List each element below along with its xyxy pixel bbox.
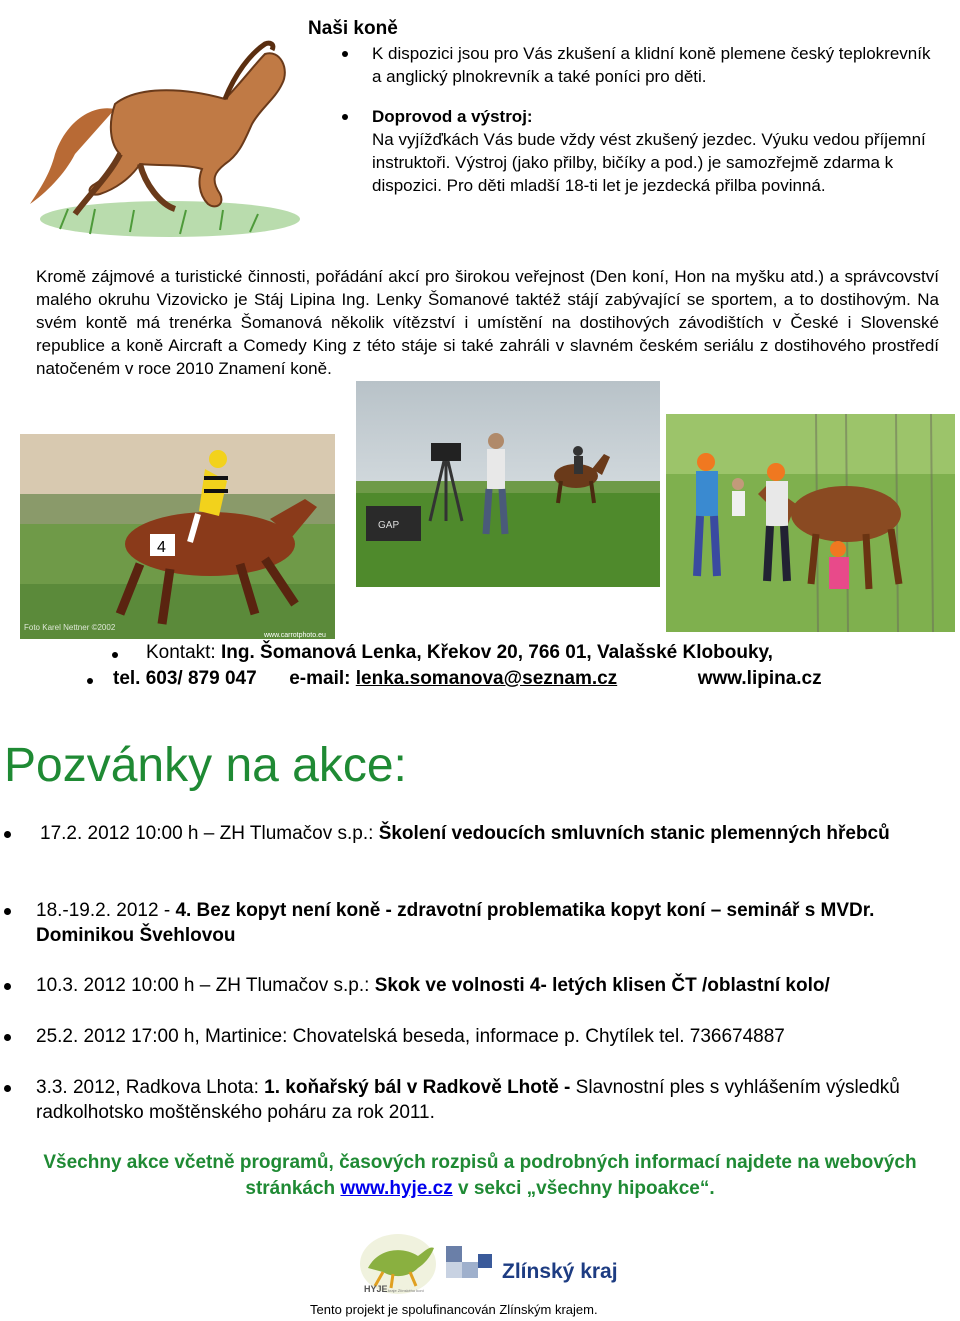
event-item-5: 3.3. 2012, Radkova Lhota: 1. koňařský bál v Radkově Lhotě - Slavnostní ples s vyhlášením výsledků radkolhotsko moštěnského poháru za rok 2011.	[36, 1075, 941, 1125]
event-item-3: 10.3. 2012 10:00 h – ZH Tlumačov s.p.: Skok ve volnosti 4- letých klisen ČT /oblastní kolo/	[36, 973, 941, 998]
email-link[interactable]: lenka.somanova@seznam.cz	[355, 668, 618, 689]
bullet-icon	[342, 51, 348, 57]
photo-jockey-race	[20, 434, 335, 639]
photo-box-label: GAP	[378, 520, 400, 531]
list-item-equipment: Doprovod a výstroj: Na vyjížďkách Vás bude vždy vést zkušený jezdec. Výuku vedou příjemní instruktoři. Výstroj (jako přilby, bičíky a pod.) je samozřejmě zdarma k dispozici. Pro děti mladší 18-ti let je jezdecká přilba povinná.	[372, 105, 932, 197]
bullet-icon	[4, 1034, 11, 1041]
zlin-region-logo	[446, 1244, 631, 1290]
bullet-icon	[4, 908, 11, 915]
photo-watermark-url: www.carrotphoto.eu	[264, 632, 326, 639]
description-paragraph: Kromě zájmové a turistické činnosti, pořádání akcí pro širokou veřejnost (Den koní, Hon na myšku atd.) a správcovství malého okruhu Vizovicko je Stáj Lipina Ing. Lenky Šomanové taktéž stájí zabývající se sportem, a to dostihovým. Na svém kontě má trenérka Šomanová několik vítězství i umístění na dostihových závodištích v České i Slovenské republice a koně Aircraft a Comedy King z této stáje si také zahráli v slavném českém seriálu z dostihového prostředí natočeném v roce 2010 Znamení koně.	[36, 267, 939, 378]
event-item-4: 25.2. 2012 17:00 h, Martinice: Chovatelská beseda, informace p. Chytílek tel. 736674887	[36, 1024, 941, 1049]
closing-note: Všechny akce včetně programů, časových rozpisů a podrobných informací najdete na webových stránkách www.hyje.cz v sekci „všechny hipoakce“.	[43, 1152, 917, 1199]
bullet-icon	[4, 1085, 11, 1092]
bullet-icon	[112, 652, 118, 658]
contact-phone: tel. 603/ 879 047	[113, 668, 257, 689]
photo-children-with-horse	[666, 414, 955, 632]
bullet-icon	[4, 831, 11, 838]
hyje-link[interactable]: www.hyje.cz	[340, 1178, 453, 1199]
photo-film-crew	[356, 381, 660, 587]
footer-note: Tento projekt je spolufinancován Zlínským krajem.	[310, 1302, 598, 1317]
contact-line-phone: tel. 603/ 879 047 e-mail: lenka.somanova@seznam.cz www.lipina.cz	[113, 668, 822, 690]
website-link[interactable]: www.lipina.cz	[697, 668, 822, 689]
contact-line-address: Kontakt: Ing. Šomanová Lenka, Křekov 20, 766 01, Valašské Klobouky,	[146, 642, 773, 664]
svg-text:4: 4	[157, 539, 166, 556]
section-title-our-horses: Naši koně	[308, 18, 398, 39]
hyje-logo	[358, 1228, 438, 1300]
horse-drawing-illustration	[20, 14, 300, 249]
hyje-logo-text: HYJE	[364, 1284, 388, 1294]
list-item-horses: K dispozici jsou pro Vás zkušení a klidní koně plemene český teplokrevník a anglický plnokrevník a také poníci pro děti.	[372, 42, 932, 88]
bullet-icon	[4, 983, 11, 990]
event-item-1: 17.2. 2012 10:00 h – ZH Tlumačov s.p.: Školení vedoucích smluvních stanic plemenných hřebců	[40, 821, 945, 846]
event-item-2: 18.-19.2. 2012 - 4. Bez kopyt není koně - zdravotní problematika kopyt koní – seminář s MVDr. Dominikou Švehlovou	[36, 898, 941, 948]
bullet-icon	[342, 114, 348, 120]
photo-watermark: Foto Karel Nettner ©2002	[24, 623, 116, 632]
zlin-logo-text: Zlínský kraj	[502, 1260, 618, 1283]
item-heading: Doprovod a výstroj:	[372, 107, 533, 126]
bullet-icon	[87, 678, 93, 684]
svg-text:kraje Zlínského koní: kraje Zlínského koní	[388, 1288, 424, 1293]
section-title-invites: Pozvánky na akce:	[4, 739, 407, 792]
